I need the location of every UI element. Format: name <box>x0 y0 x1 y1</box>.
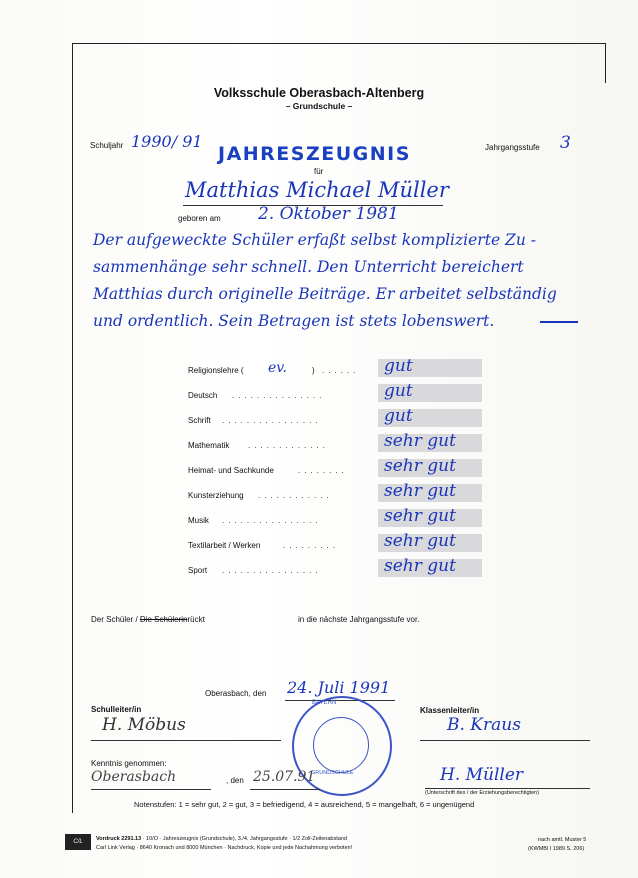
head-sig-line <box>91 740 281 741</box>
teacher-sig-line <box>420 740 590 741</box>
religion-denomination: ev. <box>268 360 287 376</box>
grade-heimat: sehr gut <box>384 456 456 476</box>
religion-close-paren: ) <box>312 366 315 375</box>
subject-textil: Textilarbeit / Werken <box>188 541 261 550</box>
advancement-statement: Der Schüler / Die Schülerinrückt <box>91 615 205 624</box>
subject-mathematik: Mathematik <box>188 441 230 450</box>
born-label: geboren am <box>178 214 221 223</box>
form-ref-2: (KWMBl I 1989 S. 206) <box>528 846 585 852</box>
jahrgang-value: 3 <box>560 133 571 153</box>
leader-dots-musik: ................ <box>222 516 322 525</box>
seal-school-text: GRUNDSCHULE <box>311 770 354 776</box>
schuljahr-value: 1990/ 91 <box>131 132 203 151</box>
document-title: JAHRESZEUGNIS <box>218 143 411 165</box>
grading-scale: Notenstufen: 1 = sehr gut, 2 = gut, 3 = befriedigend, 4 = ausreichend, 5 = mangelhaft, 6 = ungenügend <box>134 800 475 809</box>
parent-sig-line <box>425 788 590 789</box>
grade-religion: gut <box>384 356 413 376</box>
leader-dots-deutsch: ............... <box>232 391 326 400</box>
remarks-line-3: Matthias durch originelle Beiträge. Er arbeitet selbständig <box>93 285 557 303</box>
leader-dots-schrift: ................ <box>222 416 322 425</box>
grade-schrift: gut <box>384 406 413 426</box>
subject-schrift: Schrift <box>188 416 211 425</box>
advancement-tail: in die nächste Jahrgangsstufe vor. <box>298 615 420 624</box>
publisher-info: Carl Link Verlag · 8640 Kronach und 8000 München · Nachdruck, Kopie und jede Nachahmung verboten! <box>96 845 353 851</box>
ack-date: 25.07.91 <box>253 769 316 785</box>
schuljahr-label: Schuljahr <box>90 141 124 150</box>
head-signature: H. Möbus <box>102 715 186 735</box>
teacher-signature: B. Kraus <box>447 715 521 735</box>
leader-dots-sport: ................ <box>222 566 322 575</box>
grade-sport: sehr gut <box>384 556 456 576</box>
parent-signature: H. Müller <box>440 765 524 785</box>
grade-kunst: sehr gut <box>384 481 456 501</box>
ack-label: Kenntnis genommen: <box>91 759 167 768</box>
leader-dots-kunst: ............ <box>258 491 333 500</box>
seal-emblem <box>313 717 369 773</box>
remarks-line-2: sammenhänge sehr schnell. Den Unterricht bereichert <box>93 258 524 276</box>
subject-kunst: Kunsterziehung <box>188 491 244 500</box>
remarks-line-4: und ordentlich. Sein Betragen ist stets lobenswert. <box>93 312 495 330</box>
born-value: 2. Oktober 1981 <box>258 204 399 224</box>
seal-top-text: BAYERN <box>312 700 337 706</box>
certificate-date: 24. Juli 1991 <box>287 678 391 697</box>
ack-den: , den <box>226 776 244 785</box>
fuer-label: für <box>314 167 324 176</box>
subject-deutsch: Deutsch <box>188 391 218 400</box>
subject-musik: Musik <box>188 516 209 525</box>
place-date-line: Oberasbach, den <box>205 689 267 698</box>
grade-musik: sehr gut <box>384 506 456 526</box>
subject-sport: Sport <box>188 566 208 575</box>
ack-place-line <box>91 789 211 790</box>
subject-religion: Religionslehre ( <box>188 366 244 375</box>
grade-mathematik: sehr gut <box>384 431 456 451</box>
publisher-logo: C/L <box>65 834 91 850</box>
form-frame-right <box>605 43 606 83</box>
remarks-end-stroke <box>540 321 578 323</box>
subject-heimat: Heimat- und Sachkunde <box>188 466 274 475</box>
grade-textil: sehr gut <box>384 531 456 551</box>
ack-place: Oberasbach <box>91 769 177 785</box>
head-label: Schulleiter/in <box>91 705 142 714</box>
teacher-label: Klassenleiter/in <box>420 706 480 715</box>
leader-dots-religion: ...... <box>322 366 360 375</box>
form-frame-top <box>72 43 605 44</box>
form-info: Vordruck 2291.13 · 10/O · Jahreszeugnis (Grundschule), 3./4. Jahrgangsstufe · 1/2 Zoll-Zeilenabstand <box>96 836 347 842</box>
leader-dots-textil: ......... <box>283 541 340 550</box>
form-ref-1: nach amtl. Muster 5 <box>538 837 587 843</box>
school-name: Volksschule Oberasbach-Altenberg <box>213 86 425 100</box>
remarks-line-1: Der aufgeweckte Schüler erfaßt selbst komplizierte Zu - <box>93 231 536 249</box>
school-type: – Grundschule – <box>285 101 353 111</box>
leader-dots-heimat: ........ <box>298 466 348 475</box>
student-name: Matthias Michael Müller <box>185 178 449 202</box>
form-frame-left <box>72 43 73 813</box>
leader-dots-mathematik: ............. <box>248 441 329 450</box>
jahrgang-label: Jahrgangsstufe <box>485 143 540 152</box>
ack-date-line <box>250 789 320 790</box>
grade-deutsch: gut <box>384 381 413 401</box>
parent-label: (Unterschrift des / der Erziehungsberechtigten) <box>425 790 540 796</box>
